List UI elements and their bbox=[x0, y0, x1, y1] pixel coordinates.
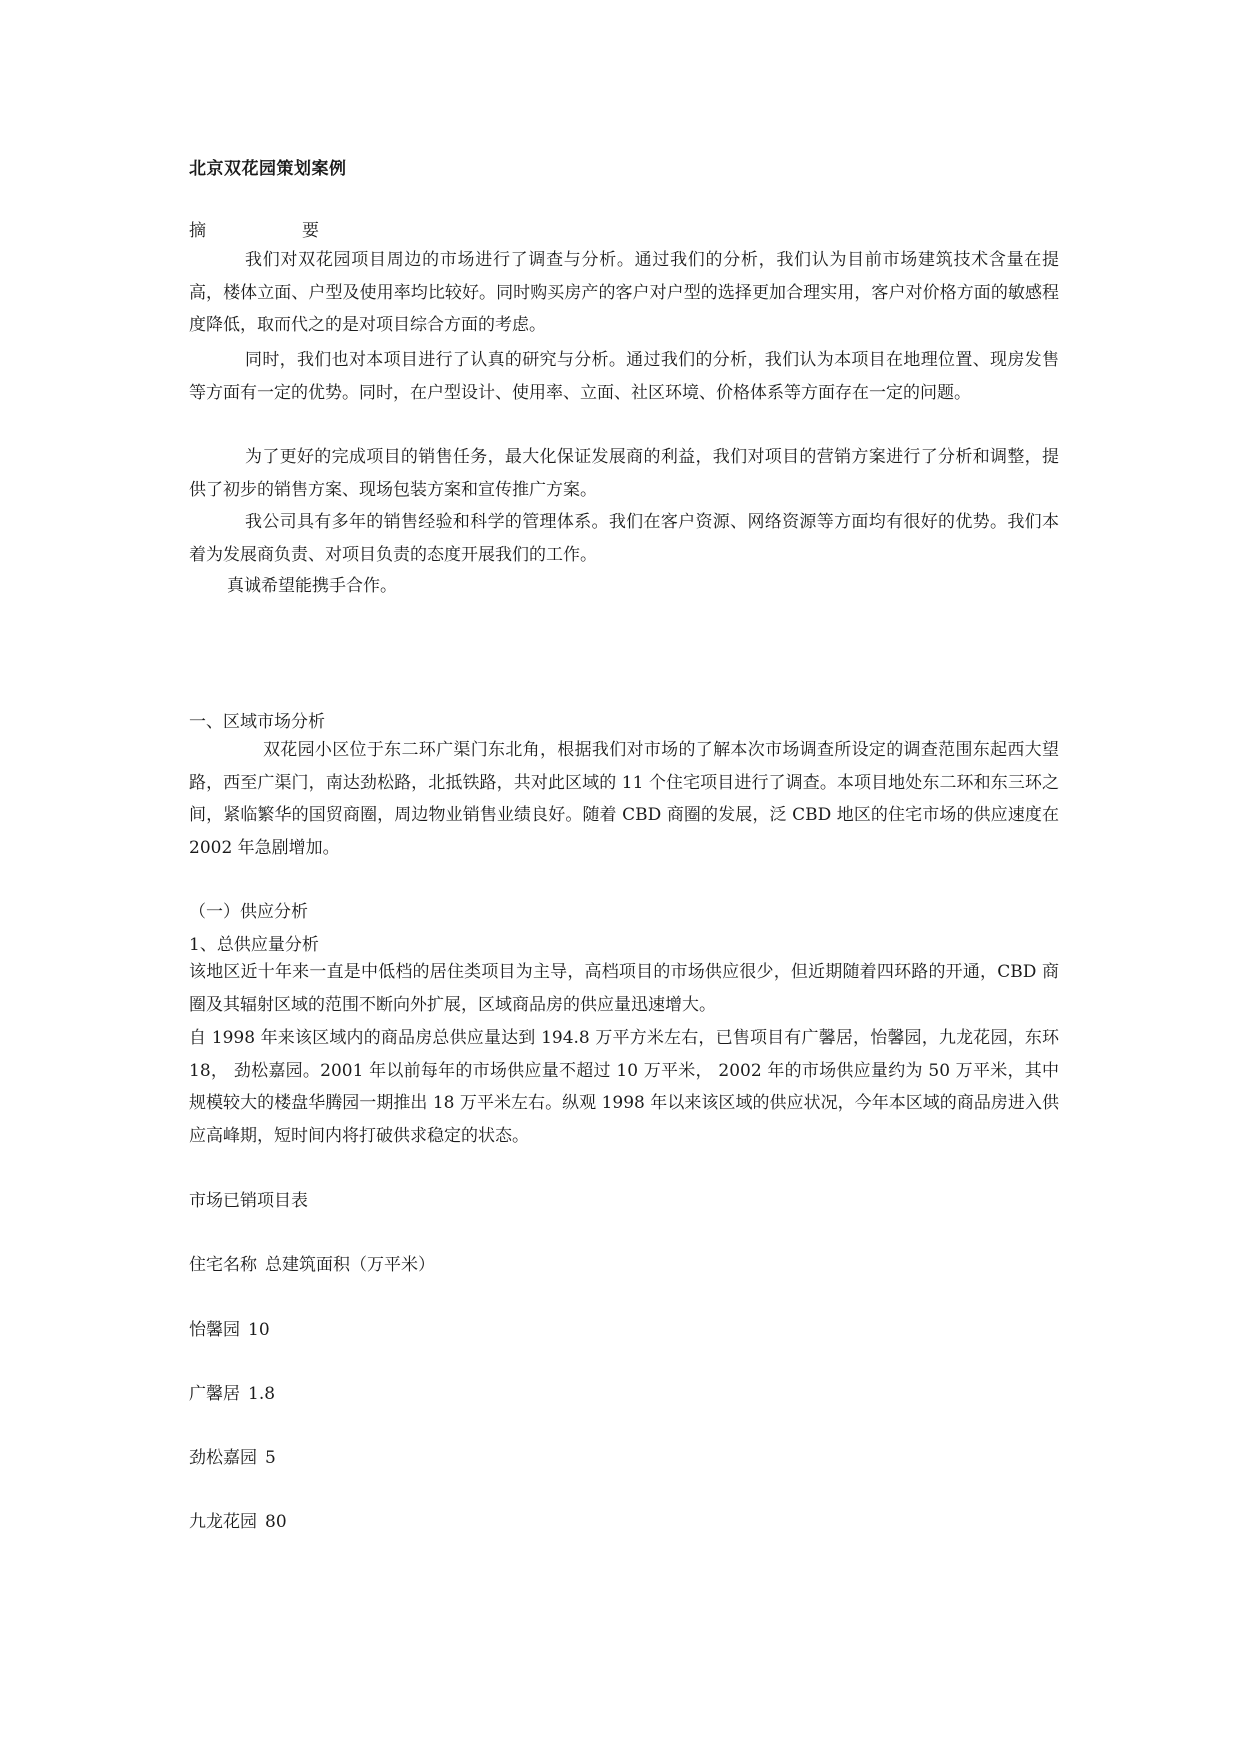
header-area: 总建筑面积（万平米） bbox=[265, 1255, 435, 1275]
section1-paragraph-text: 双花园小区位于东二环广渠门东北角，根据我们对市场的了解本次市场调查所设定的调查范围东起西大望路，西至广渠门，南达劲松路，北抵铁路，共对此区域的 11 个住宅项目进行了调查。本项目地处东二环和东三环之间，紧临繁华的国贸商圈，周边物业销售业绩良好。随着 CBD 商圈的发展，泛 CBD 地区的住宅市场的供应速度在 2002 年急剧增加。 bbox=[189, 740, 1059, 858]
row-area: 10 bbox=[248, 1320, 270, 1340]
row-name: 怡馨园 bbox=[189, 1320, 240, 1340]
table-row bbox=[189, 1443, 276, 1468]
abstract-paragraph-5: 真诚希望能携手合作。 bbox=[227, 576, 397, 596]
abstract-paragraph-3: 为了更好的完成项目的销售任务，最大化保证发展商的利益，我们对项目的营销方案进行了分析和调整，提供了初步的销售方案、现场包装方案和宣传推广方案。 bbox=[189, 447, 1059, 500]
supply-paragraph-2: 自 1998 年来该区域内的商品房总供应量达到 194.8 万平方米左右，已售项目有广馨居，怡馨园，九龙花园，东环 18， 劲松嘉园。2001 年以前每年的市场供应量不超过 10 万平米， 2002 年的市场供应量约为 50 万平米，其中规模较大的楼盘华腾园一期推出 18 万平米左右。纵观 1998 年以来该区域的供应状况，今年本区域的商品房进入供应高峰期，短时间内将打破供求稳定的状态。 bbox=[189, 1028, 1059, 1146]
row-area: 80 bbox=[265, 1512, 287, 1532]
table-row bbox=[189, 1379, 275, 1404]
row-name: 劲松嘉园 bbox=[189, 1448, 257, 1468]
section1-paragraph bbox=[189, 734, 1059, 864]
subsection-heading-supply: （一）供应分析 bbox=[189, 902, 308, 922]
table-row bbox=[189, 1315, 270, 1340]
sold-table-header bbox=[189, 1250, 435, 1275]
abstract-heading-right: 要 bbox=[302, 221, 319, 241]
document-title: 北京双花园策划案例 bbox=[189, 159, 347, 179]
abstract-paragraph-1: 我们对双花园项目周边的市场进行了调查与分析。通过我们的分析，我们认为目前市场建筑技术含量在提高，楼体立面、户型及使用率均比较好。同时购买房产的客户对户型的选择更加合理实用，客户对价格方面的敏感程度降低，取而代之的是对项目综合方面的考虑。 bbox=[189, 250, 1059, 335]
abstract-heading bbox=[189, 216, 319, 241]
supply-paragraph-1: 该地区近十年来一直是中低档的居住类项目为主导，高档项目的市场供应很少，但近期随着四环路的开通，CBD 商圈及其辐射区域的范围不断向外扩展，区域商品房的供应量迅速增大。 bbox=[189, 962, 1059, 1015]
abstract-paragraph-2: 同时，我们也对本项目进行了认真的研究与分析。通过我们的分析，我们认为本项目在地理位置、现房发售等方面有一定的优势。同时，在户型设计、使用率、立面、社区环境、价格体系等方面存在一定的问题。 bbox=[189, 350, 1059, 403]
section-heading-market-analysis: 一、区域市场分析 bbox=[189, 712, 325, 732]
row-name: 九龙花园 bbox=[189, 1512, 257, 1532]
abstract-paragraph-4: 我公司具有多年的销售经验和科学的管理体系。我们在客户资源、网络资源等方面均有很好的优势。我们本着为发展商负责、对项目负责的态度开展我们的工作。 bbox=[189, 512, 1059, 565]
row-name: 广馨居 bbox=[189, 1384, 240, 1404]
row-area: 1.8 bbox=[248, 1384, 276, 1404]
row-area: 5 bbox=[265, 1448, 276, 1468]
table-row bbox=[189, 1507, 287, 1532]
abstract-heading-left: 摘 bbox=[189, 221, 206, 241]
sold-table-title: 市场已销项目表 bbox=[189, 1191, 308, 1211]
header-name: 住宅名称 bbox=[189, 1255, 257, 1275]
item-heading-total-supply: 1、总供应量分析 bbox=[189, 935, 319, 955]
